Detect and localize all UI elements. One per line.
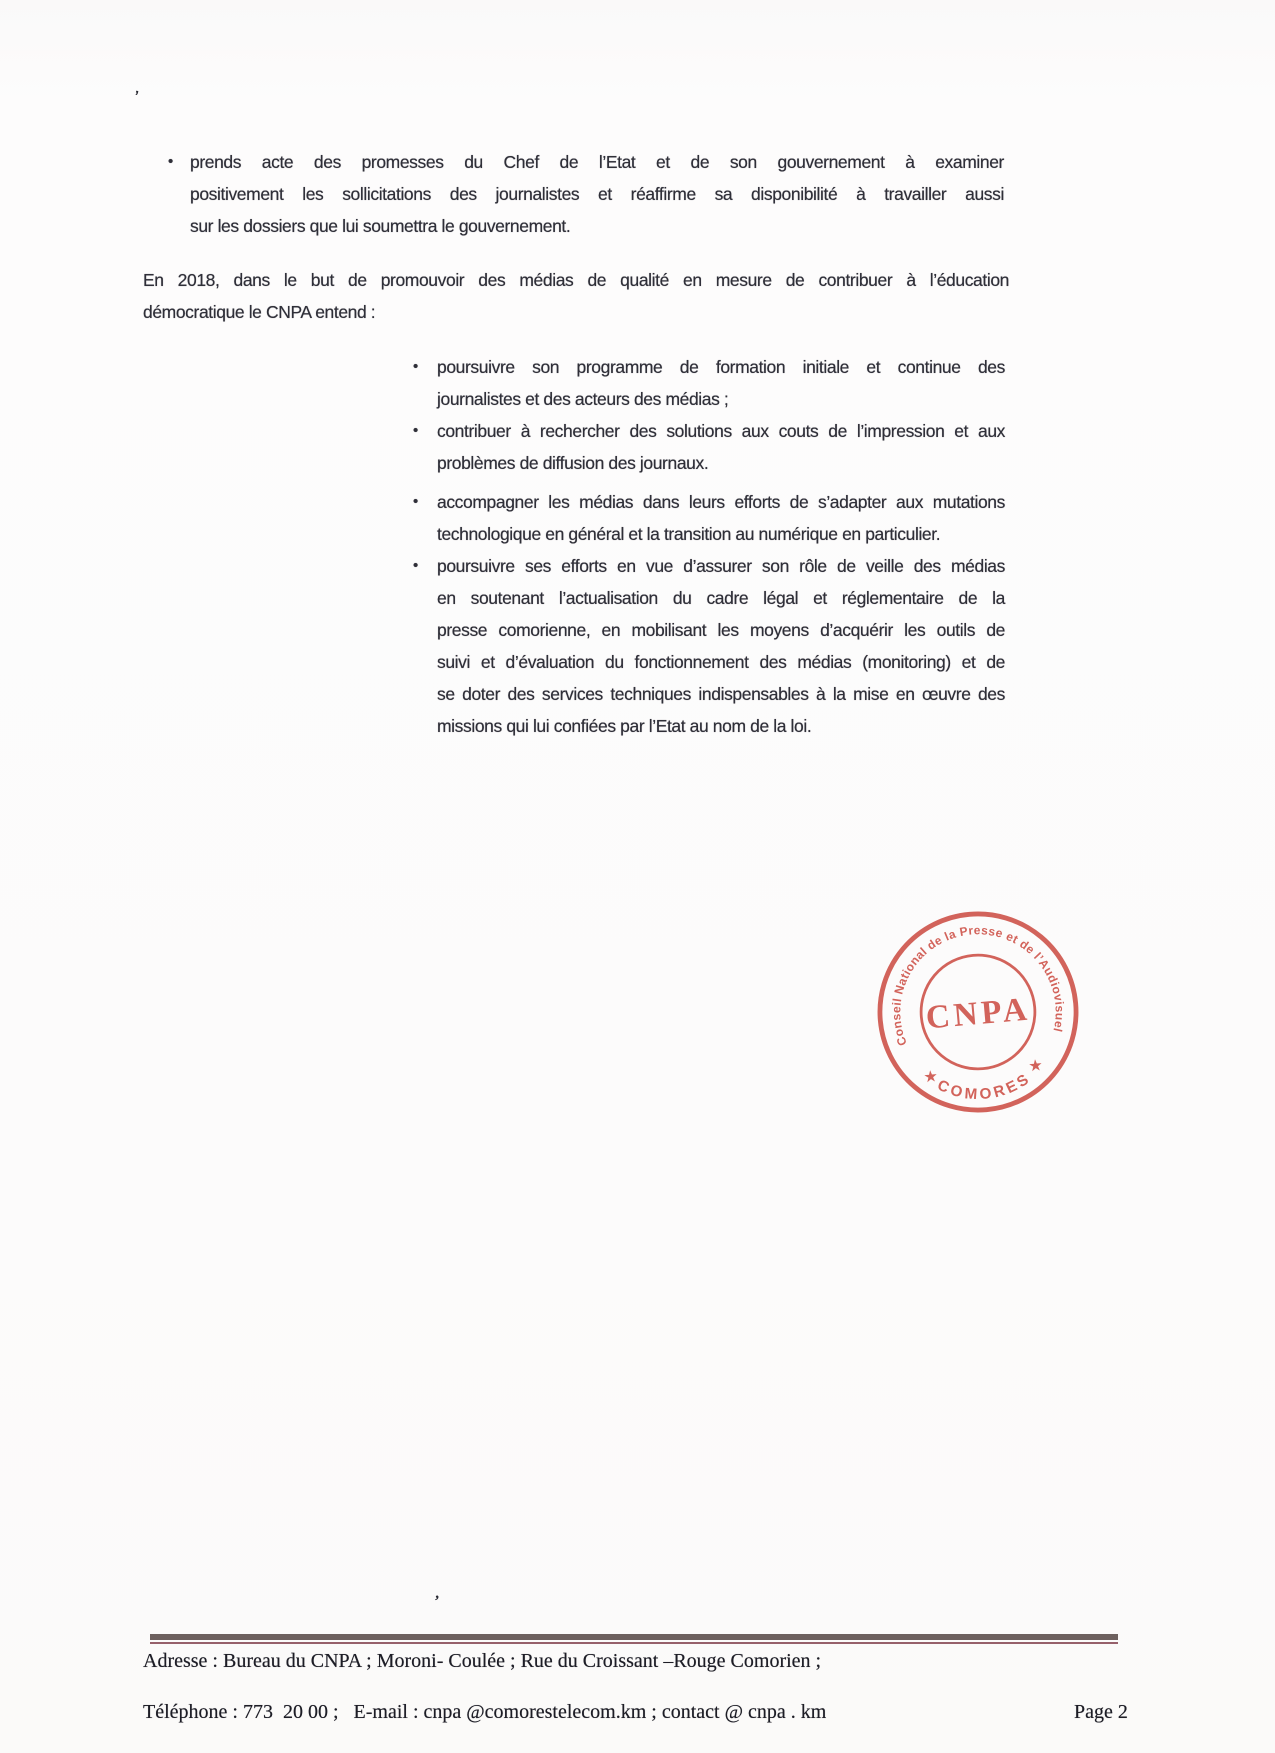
text-line: accompagner les médias dans leurs efforts de s’adapter aux mutations [437, 492, 1005, 512]
stamp-group [872, 906, 1084, 1118]
text-line: positivement les sollicitations des journalistes et réaffirme sa disponibilité à travailler aussi [190, 184, 1004, 204]
stamp-star-left: ★ [923, 1067, 938, 1085]
text-line: journalistes et des acteurs des médias ; [437, 389, 729, 409]
objective-item [413, 550, 1005, 742]
text-line: sur les dossiers que lui soumettra le gouvernement. [190, 216, 571, 236]
text-line: technologique en général et la transition au numérique en particulier. [437, 524, 941, 544]
text-line: prends acte des promesses du Chef de l’Etat et de son gouvernement à examiner [190, 152, 1004, 172]
stamp-top-arc-text: Conseil National de la Presse et de l’Audiovisuel [889, 923, 1067, 1048]
footer-separator [150, 1634, 1118, 1644]
text-line: poursuivre ses efforts en vue d’assurer son rôle de veille des médias [437, 556, 1005, 576]
objectives-list [413, 351, 1005, 742]
stamp-center-text: CNPA [924, 990, 1032, 1037]
text-line: se doter des services techniques indispensables à la mise en œuvre des [437, 684, 1005, 704]
bullet-marker: • [413, 422, 418, 439]
objective-text [437, 415, 1005, 479]
text-line: problèmes de diffusion des journaux. [437, 453, 709, 473]
bullet-marker: • [413, 358, 418, 375]
text-line: En 2018, dans le but de promouvoir des médias de qualité en mesure de contribuer à l’éducation [143, 270, 1009, 290]
scan-artifact-mark-top: ’ [132, 87, 140, 106]
objective-item [413, 486, 1005, 550]
objective-text [437, 486, 1005, 550]
footer-separator-thick-line [150, 1634, 1118, 1640]
footer-contact: Téléphone : 773 20 00 ; E-mail : cnpa @comorestelecom.km ; contact @ cnpa . km [143, 1701, 827, 1723]
footer-separator-thin-line [150, 1642, 1118, 1644]
objective-item [413, 351, 1005, 415]
objective-item [413, 415, 1005, 479]
bullet-marker: • [413, 493, 418, 510]
text-line: suivi et d’évaluation du fonctionnement des médias (monitoring) et de [437, 652, 1005, 672]
stamp-star-right: ★ [1028, 1056, 1043, 1074]
text-line: missions qui lui confiées par l’Etat au nom de la loi. [437, 716, 812, 736]
lead-bullet-item [168, 146, 1004, 242]
intro-paragraph [143, 264, 1009, 328]
objective-text [437, 550, 1005, 742]
footer-address: Adresse : Bureau du CNPA ; Moroni- Coulée ; Rue du Croissant –Rouge Comorien ; [143, 1650, 822, 1672]
text-line: presse comorienne, en mobilisant les moyens d’acquérir les outils de [437, 620, 1005, 640]
text-line: poursuivre son programme de formation initiale et continue des [437, 357, 1005, 377]
stamp-svg [867, 901, 1089, 1123]
objective-text [437, 351, 1005, 415]
text-line: en soutenant l’actualisation du cadre légal et réglementaire de la [437, 588, 1005, 608]
lead-bullet-text [190, 146, 1004, 242]
cnpa-stamp [867, 901, 1089, 1123]
page-number: Page 2 [1074, 1701, 1128, 1723]
bullet-marker: • [168, 153, 173, 170]
stamp-bottom-arc-text: COMORES [934, 1069, 1035, 1104]
text-line: contribuer à rechercher des solutions aux couts de l’impression et aux [437, 421, 1005, 441]
bullet-marker: • [413, 557, 418, 574]
scan-artifact-mark-footer: ’ [431, 1592, 440, 1611]
text-line: démocratique le CNPA entend : [143, 302, 376, 322]
